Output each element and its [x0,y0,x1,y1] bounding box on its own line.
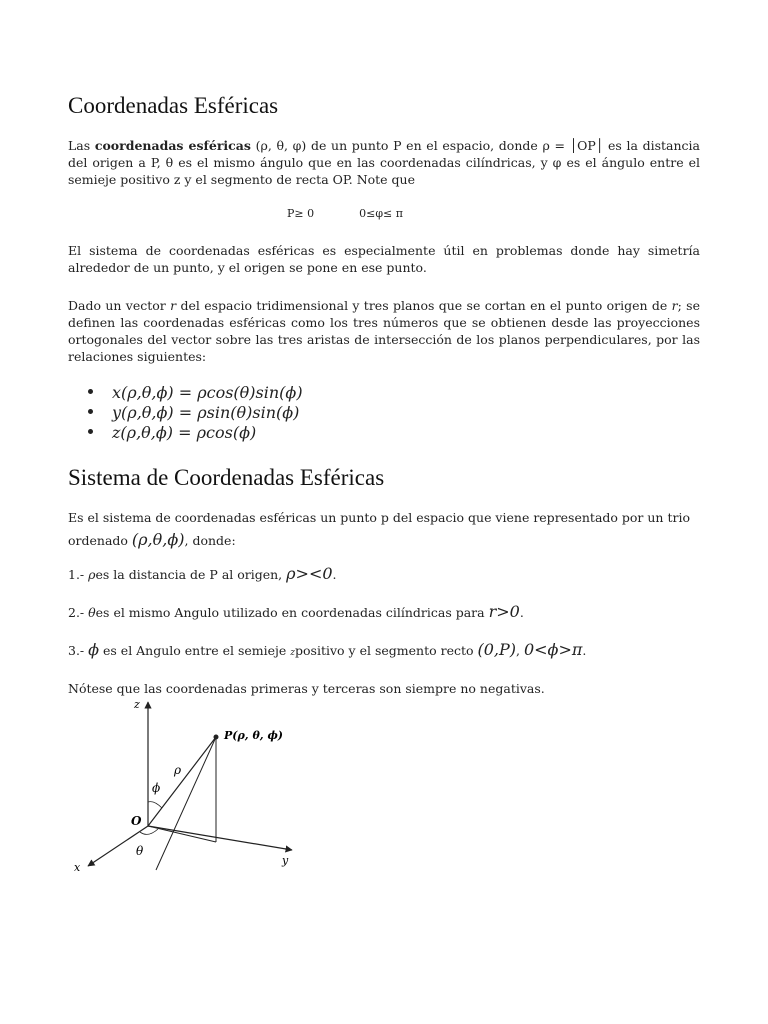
phi-symbol: ϕ [88,640,100,659]
spherical-coordinates-diagram [66,696,306,886]
item3-text: es el Angulo entre el semieje [99,643,291,658]
y-label: y [282,854,289,867]
tuple-math: (ρ,θ,ϕ) [131,530,185,549]
item-3 [68,641,700,662]
para3-a: Dado un vector [68,298,171,313]
ground-projection [148,826,216,842]
phi-label: ϕ [152,781,161,795]
item3-comma: , [516,643,524,658]
formula-x: x(ρ,θ,ϕ) = ρcos(θ)sin(ϕ) [112,383,303,402]
bullet-icon [88,409,93,414]
intro-rest: (ρ, θ, φ) de un punto P en el espacio, donde ρ = │OP│ es la distancia del origen a P, θ es el mismo ángulo que en las coordenadas cilíndricas, y φ es el ángulo entre el semieje positivo z y el segmento de recta OP. Note que [68,138,700,187]
formula-y: y(ρ,θ,ϕ) = ρsin(θ)sin(ϕ) [112,403,300,422]
paragraph-note: Nótese que las coordenadas primeras y terceras son siempre no negativas. [68,681,545,696]
paragraph-definition [68,507,700,552]
item1-number: 1.- [68,567,89,582]
item3-end: . [582,643,587,658]
x-label: x [74,861,81,874]
item1-end: . [332,567,337,582]
item1-text: es la distancia de P al origen, [95,567,287,582]
intro-bold-term: coordenadas esféricas [94,138,251,153]
item3-number: 3.- [68,643,89,658]
paragraph-vector [68,297,700,365]
formula-z: z(ρ,θ,ϕ) = ρcos(ϕ) [112,423,257,442]
item2-condition: r>0 [488,602,520,621]
vector-r-symbol: r [170,298,177,313]
z-label: z [134,698,140,711]
intro-paragraph [68,137,700,188]
item2-end: . [519,605,524,620]
para4-b: , donde: [184,533,236,548]
y-axis [148,826,292,850]
item1-condition: ρ><0 [286,564,333,583]
theta-label: θ [136,844,144,858]
item-1 [68,565,700,583]
theta-symbol: θ [88,605,96,620]
section-title: Sistema de Coordenadas Esféricas [68,465,385,490]
condition-line [287,207,403,220]
bullet-icon [88,389,93,394]
page-title: Coordenadas Esféricas [68,93,279,118]
para3-b: del espacio tridimensional y tres planos que se cortan en el punto origen de [176,298,672,313]
condition-left: P≥ 0 [287,207,315,220]
item-2 [68,603,700,621]
para4-a: Es el sistema de coordenadas esféricas un punto p del espacio que viene representado por un trio ordenado [68,510,690,548]
item3-text-2: positivo y el segmento recto [295,643,478,658]
item3-condition: 0<ϕ>π [523,640,583,659]
paragraph-symmetry: El sistema de coordenadas esféricas es especialmente útil en problemas donde hay simetría alrededor de un punto, y el origen se pone en ese punto. [68,243,700,275]
para3-c: ; se definen las coordenadas esféricas como los tres números que se obtienen desde las proyecciones ortogonales del vector sobre las tres aristas de intersección de los planos perpendiculares, por las relaciones siguientes: [68,298,700,364]
intro-prefix: Las [68,138,95,153]
condition-right: 0≤φ≤ π [359,207,403,220]
rho-symbol: ρ [88,567,96,582]
phi-arc [148,802,162,808]
z-symbol: z [290,648,296,658]
segment-math: (0,P) [477,640,517,659]
item2-text: es el mismo Angulo utilizado en coordenadas cilíndricas para [95,605,489,620]
vector-r-symbol-2: r [671,298,678,313]
rho-label: ρ [174,763,182,777]
bullet-icon [88,429,93,434]
item2-number: 2.- [68,605,89,620]
point-p-icon [214,735,219,740]
point-p-label: P(ρ, θ, ϕ) [224,729,284,742]
origin-label: O [131,814,142,828]
